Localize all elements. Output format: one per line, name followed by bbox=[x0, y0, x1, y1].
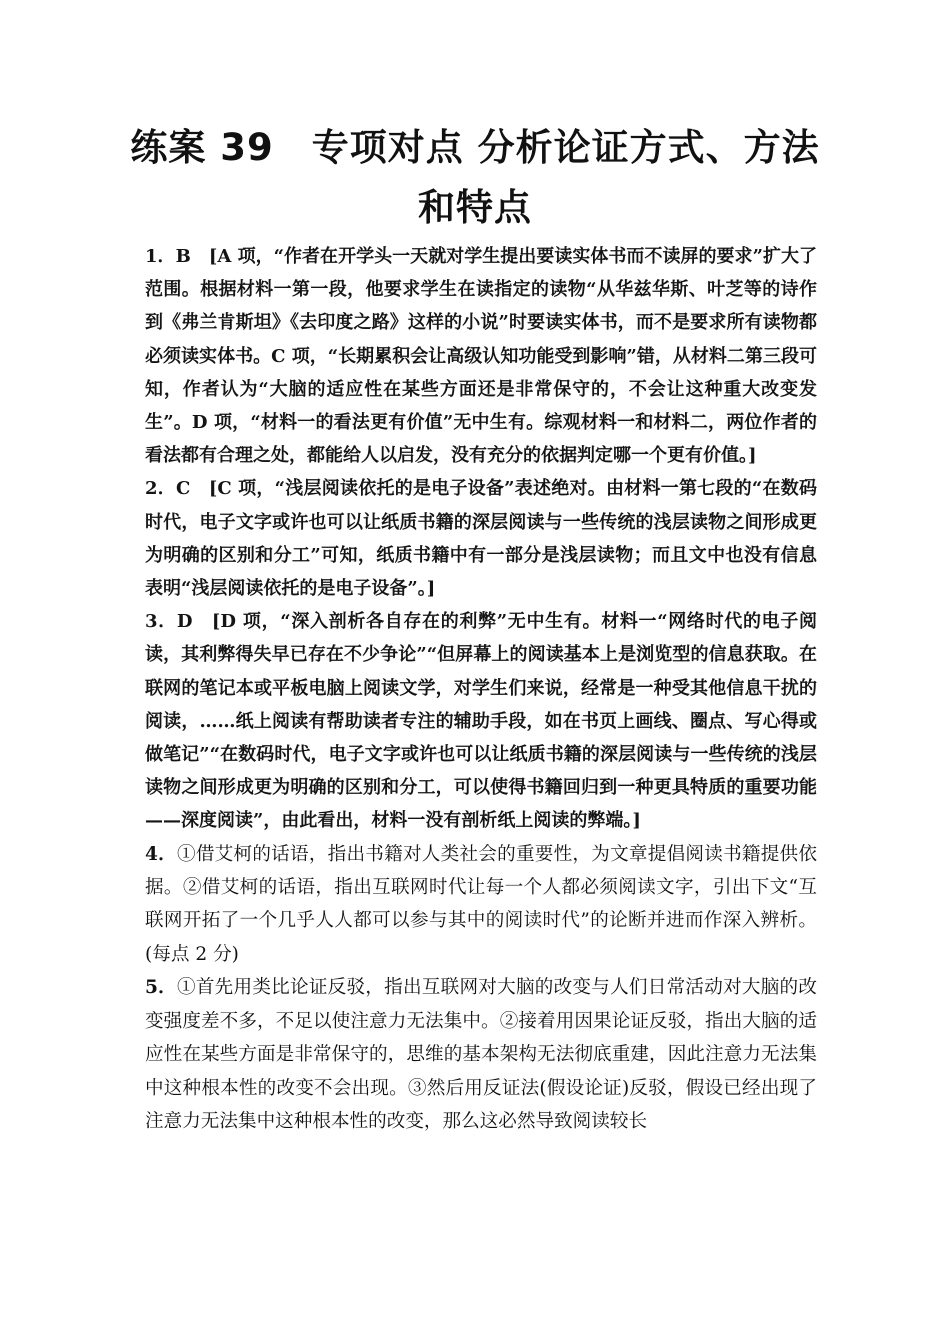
page-title: 练案 39 专项对点 分析论证方式、方法和特点 bbox=[130, 126, 820, 229]
answer-list bbox=[145, 240, 817, 1138]
answer-number: 3．D bbox=[145, 611, 212, 633]
answer-item-2 bbox=[145, 472, 817, 605]
answer-number: 2．C bbox=[145, 478, 209, 500]
answer-number: 4． bbox=[145, 843, 178, 865]
answer-number: 5． bbox=[145, 977, 178, 999]
answer-number: 1．B bbox=[145, 246, 209, 267]
answer-text: [A 项，“作者在开学头一天就对学生提出要读实体书而不读屏的要求”扩大了范围。根据材料一第一段，他要求学生在读指定的读物“从华兹华斯、叶芝等的诗作到《弗兰肯斯坦》《去印度之路》这样的小说”时要读实体书，而不是要求所有读物都必须读实体书。C 项，“长期累积会让高级认知功能受到影响”错，从材料二第三段可知，作者认为“大脑的适应性在某些方面还是非常保守的，不会让这种重大改变发生”。D 项，“材料一的看法更有价值”无中生有。综观材料一和材料二，两位作者的看法都有合理之处，都能给人以启发，没有充分的依据判定哪一个更有价值。] bbox=[145, 246, 817, 467]
answer-item-5 bbox=[145, 971, 817, 1138]
answer-text: [C 项，“浅层阅读依托的是电子设备”表述绝对。由材料一第七段的“在数码时代，电子文字或许也可以让纸质书籍的深层阅读与一些传统的浅层读物之间形成更为明确的区别和分工”可知，纸质书籍中有一部分是浅层读物；而且文中也没有信息表明“浅层阅读依托的是电子设备”。] bbox=[145, 478, 817, 600]
answer-item-1 bbox=[145, 240, 817, 472]
answer-text: ①首先用类比论证反驳，指出互联网对大脑的改变与人们日常活动对大脑的改变强度差不多，不足以使注意力无法集中。②接着用因果论证反驳，指出大脑的适应性在某些方面是非常保守的，思维的基本架构无法彻底重建，因此注意力无法集中这种根本性的改变不会出现。③然后用反证法(假设论证)反驳，假设已经出现了注意力无法集中这种根本性的改变，那么这必然导致阅读较长 bbox=[145, 977, 817, 1132]
answer-text: ①借艾柯的话语，指出书籍对人类社会的重要性，为文章提倡阅读书籍提供依据。②借艾柯的话语，指出互联网时代让每一个人都必须阅读文字，引出下文“互联网开拓了一个几乎人人都可以参与其中的阅读时代”的论断并进而作深入辨析。(每点 2 分) bbox=[145, 843, 817, 965]
answer-text: [D 项，“深入剖析各自存在的利弊”无中生有。材料一“网络时代的电子阅读，其利弊得失早已存在不少争论”“但屏幕上的阅读基本上是浏览型的信息获取。在联网的笔记本或平板电脑上阅读文学，对学生们来说，经常是一种受其他信息干扰的阅读，……纸上阅读有帮助读者专注的辅助手段，如在书页上画线、圈点、写心得或做笔记”“在数码时代，电子文字或许也可以让纸质书籍的深层阅读与一些传统的浅层读物之间形成更为明确的区别和分工，可以使得书籍回归到一种更具特质的重要功能——深度阅读”，由此看出，材料一没有剖析纸上阅读的弊端。] bbox=[145, 611, 818, 832]
answer-item-4 bbox=[145, 838, 817, 972]
answer-item-3 bbox=[145, 605, 817, 837]
